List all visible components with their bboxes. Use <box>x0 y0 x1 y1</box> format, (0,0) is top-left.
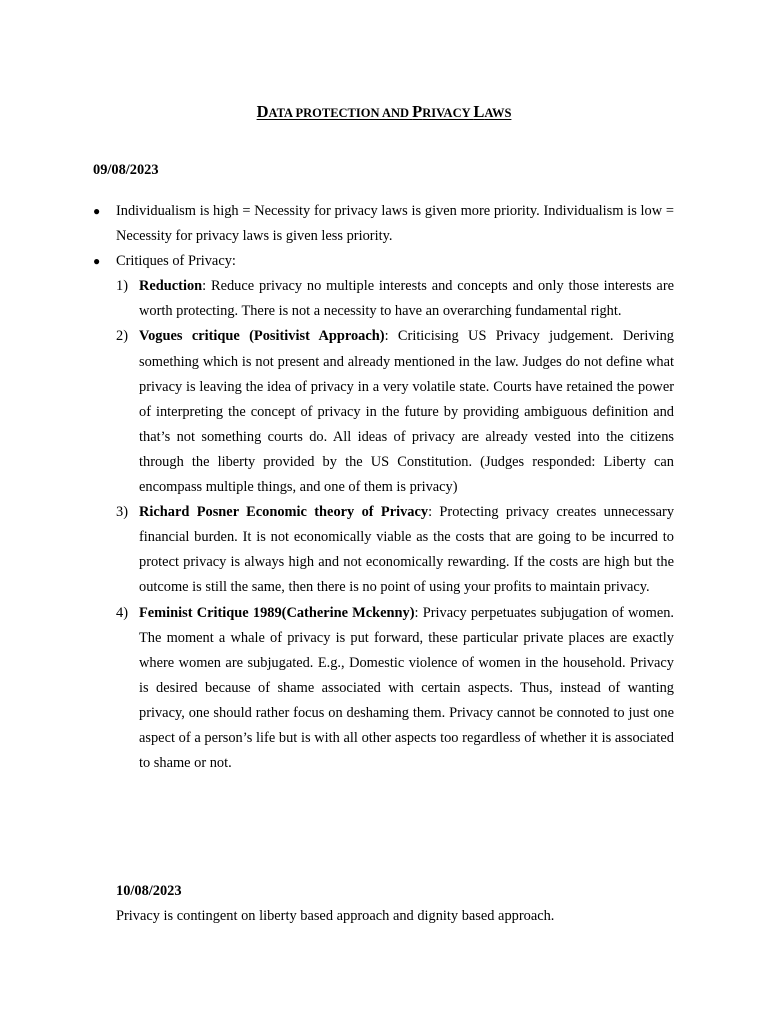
list-marker: 2) <box>116 328 128 345</box>
bullet-text: Individualism is high = Necessity for privacy laws is given more priority. Individualism is low = Necessity for privacy laws is given less priority. <box>116 203 674 245</box>
section-date: 09/08/2023 <box>93 162 159 178</box>
bullet-text: Critiques of Privacy: <box>116 253 236 270</box>
list-marker: 1) <box>116 278 128 295</box>
list-item <box>116 274 674 324</box>
document-title <box>0 101 768 124</box>
list-marker: 3) <box>116 504 128 521</box>
critique-body: : Criticising US Privacy judgement. Deriving something which is not present and already mentioned in the law. Judges do not define what privacy is leaving the idea of privacy in a very volatile state. Courts have retained the power of interpreting the concept of privacy in the future by providing ambiguous definition and that’s not something courts do. All ideas of privacy are already vested into the citizens through the liberty provided by the US Constitution. (Judges responded: Liberty can encompass multiple things, and one of them is privacy) <box>139 328 674 496</box>
paragraph: Privacy is contingent on liberty based approach and dignity based approach. <box>116 908 555 924</box>
bullet-list <box>93 199 674 776</box>
list-item <box>116 324 674 500</box>
title-part: L <box>473 102 485 121</box>
list-item <box>116 500 674 600</box>
critique-body: : Privacy perpetuates subjugation of women. The moment a whale of privacy is put forward, these particular private places are exactly where women are subjugated. E.g., Domestic violence of women in the household. Privacy is desired because of shame associated with certain aspects. Thus, instead of wanting privacy, one should rather focus on deshaming them. Privacy cannot be connoted to just one aspect of a person’s life but is with all other aspects too regardless of whether it is associated to shame or not. <box>139 604 674 772</box>
critique-heading: Vogues critique (Positivist Approach) <box>139 328 385 345</box>
list-marker: 4) <box>116 604 128 621</box>
title-part: P <box>412 102 423 121</box>
critique-heading: Feminist Critique 1989(Catherine Mckenny) <box>139 604 415 621</box>
title-part: AWS <box>484 106 512 120</box>
section-date: 10/08/2023 <box>116 883 182 899</box>
title-part: RIVACY <box>422 106 474 120</box>
critique-heading: Reduction <box>139 278 203 295</box>
critique-body: : Protecting privacy creates unnecessary financial burden. It is not economically viable as the costs that are going to be incurred to protect privacy is always high and not economically rewarding. If the costs are high but the outcome is still the same, then there is no point of using your profits to maintain privacy. <box>139 504 675 596</box>
title-part: ATA PROTECTION AND <box>268 106 413 120</box>
bullet-dot-icon: ● <box>93 254 101 269</box>
list-item <box>93 199 674 249</box>
critique-heading: Richard Posner Economic theory of Privacy <box>139 504 429 521</box>
list-item <box>116 601 674 777</box>
critiques-list <box>116 274 674 776</box>
critique-body: : Reduce privacy no multiple interests and concepts and only those interests are worth protecting. There is not a necessity to have an overarching fundamental right. <box>139 278 674 320</box>
title-part: D <box>256 102 269 121</box>
bullet-dot-icon: ● <box>93 204 101 218</box>
list-item <box>93 249 674 776</box>
